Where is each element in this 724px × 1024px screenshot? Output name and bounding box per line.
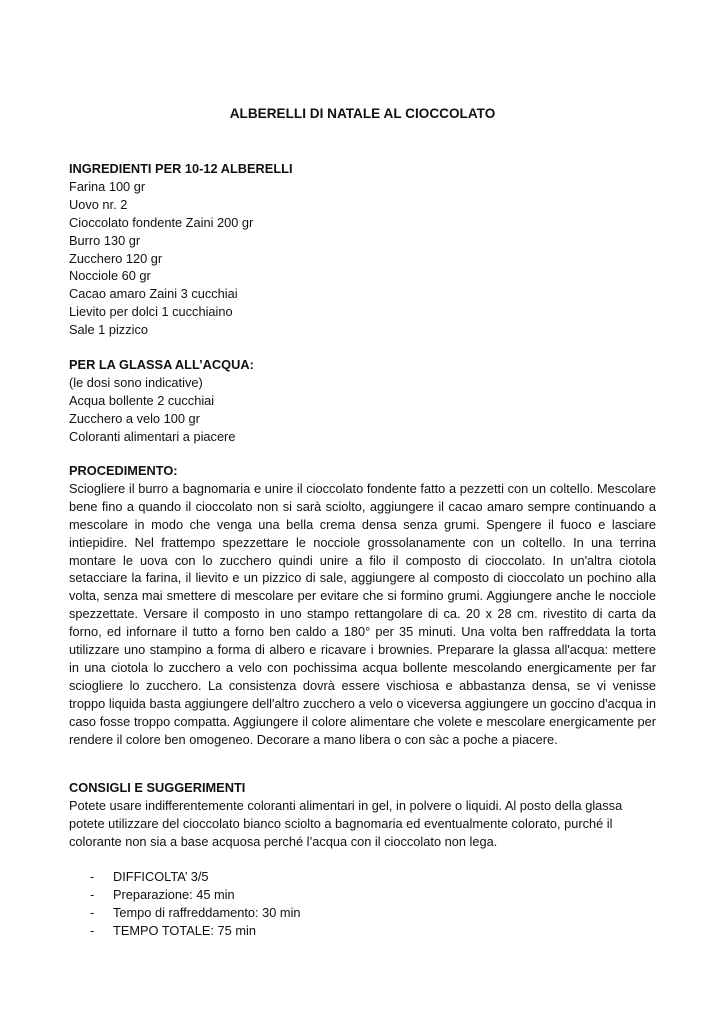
ingredient-item: Farina 100 gr [69,178,146,194]
summary-list [90,868,301,940]
summary-item-label: Tempo di raffreddamento: 30 min [113,904,301,920]
page-title: ALBERELLI DI NATALE AL CIOCCOLATO [229,106,496,121]
glaze-heading: PER LA GLASSA ALL’ACQUA: [69,357,254,372]
bullet-dash: - [90,922,95,938]
procedure-section [69,462,656,749]
bullet-dash: - [90,886,95,902]
ingredient-item: Zucchero 120 gr [69,250,163,266]
procedure-heading: PROCEDIMENTO: [69,463,178,478]
summary-item [90,868,301,886]
summary-item-label: TEMPO TOTALE: 75 min [113,922,256,938]
procedure-text: Sciogliere il burro a bagnomaria e unire il cioccolato fondente fatto a pezzetti con un coltello. Mescolare bene fino a quando il cioccolato non si sarà sciolto, aggiungere il cacao amaro sempre continuando a mescolare in modo che venga una bella crema densa senza grumi. Spengere il fuoco e lasciare intiepidire. Nel frattempo spezzettare le nocciole grossolanamente con un coltello. In una terrina montare le uova con lo zucchero quindi unire a filo il composto di cioccolato. In un'altra ciotola setacciare la farina, il lievito e un pizzico di sale, aggiungere al composto di cioccolato un pochino alla volta, senza mai smettere di mescolare per evitare che si formino grumi. Aggiungere anche le nocciole spezzettate. Versare il composto in uno stampo rettangolare di ca. 20 x 28 cm. rivestito di carta da forno, ed infornare il tutto a forno ben caldo a 180° per 35 minuti. Una volta ben raffreddata la torta utilizzare uno stampino a forma di albero e ricavare i brownies. Preparare la glassa all'acqua: mettere in una ciotola lo zucchero a velo con pochissima acqua bollente mescolando energicamente per far sciogliere lo zucchero. La consistenza dovrà essere vischiosa e abbastanza densa, se vi venisse troppo liquida basta aggiungere dell'altro zucchero a velo o viceversa aggiungere un goccino d'acqua in caso fosse troppo compatta. Aggiungere il colore alimentare che volete e mescolare energicamente per rendere il colore ben omogeneo. Decorare a mano libera o con sàc a poche a piacere. [69,480,656,747]
summary-item [90,922,301,940]
ingredient-item: Cacao amaro Zaini 3 cucchiai [69,286,238,302]
ingredient-item: Nocciole 60 gr [69,268,151,284]
tips-section [69,779,656,851]
tips-text: Potete usare indifferentemente coloranti alimentari in gel, in polvere o liquidi. Al posto della glassa potete utilizzare del cioccolato bianco sciolto a bagnomaria ed eventualmente colorato, purché il colorante non sia a base acquosa perché l’acqua con il cioccolato non lega. [69,797,623,849]
glaze-item: Acqua bollente 2 cucchiai [69,392,215,408]
glaze-item: Coloranti alimentari a piacere [69,428,236,444]
summary-item [90,886,301,904]
ingredient-item: Cioccolato fondente Zaini 200 gr [69,214,254,230]
bullet-dash: - [90,869,95,884]
summary-item-label: Preparazione: 45 min [113,886,235,902]
glaze-item: Zucchero a velo 100 gr [69,410,200,426]
ingredient-item: Sale 1 pizzico [69,322,148,338]
glaze-section [69,356,656,446]
summary-item-label: DIFFICOLTA’ 3/5 [113,869,209,884]
tips-heading: CONSIGLI E SUGGERIMENTI [69,780,246,795]
ingredients-heading: INGREDIENTI PER 10-12 ALBERELLI [69,161,293,176]
bullet-dash: - [90,904,95,920]
summary-item [90,904,301,922]
ingredients-section [69,160,656,339]
glaze-item: (le dosi sono indicative) [69,374,203,390]
ingredient-item: Uovo nr. 2 [69,196,128,212]
ingredient-item: Burro 130 gr [69,232,141,248]
ingredient-item: Lievito per dolci 1 cucchiaino [69,304,233,320]
